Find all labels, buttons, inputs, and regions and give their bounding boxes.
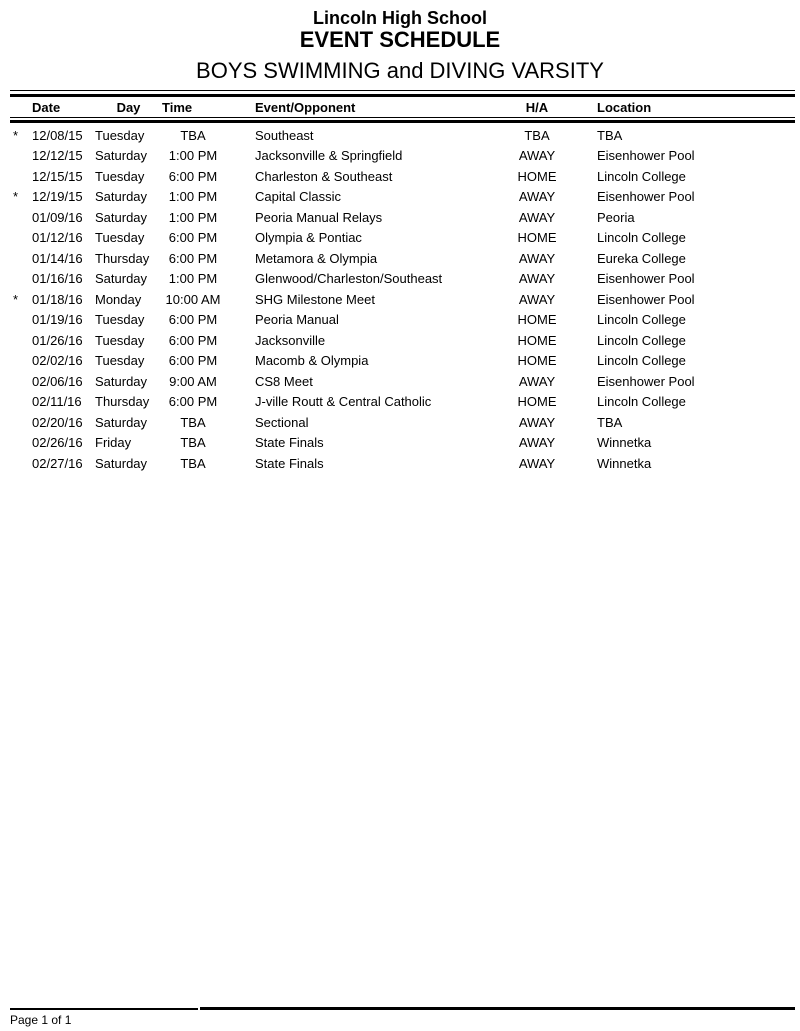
table-row: [10, 289, 795, 310]
document-header: [0, 0, 800, 83]
schedule-subtitle: BOYS SWIMMING and DIVING VARSITY: [196, 58, 604, 83]
row-event: Southeast: [255, 127, 314, 143]
row-date: 02/11/16: [32, 394, 82, 410]
row-time: TBA: [180, 455, 206, 471]
row-location: Lincoln College: [597, 230, 686, 246]
row-event: J-ville Routt & Central Catholic: [255, 394, 432, 410]
row-location: Lincoln College: [597, 394, 686, 410]
row-event: Peoria Manual: [255, 312, 339, 328]
table-row: [10, 166, 795, 187]
row-time: TBA: [180, 127, 206, 143]
column-header-day: Day: [116, 99, 141, 115]
row-day: Saturday: [95, 271, 148, 287]
row-time: 6:00 PM: [168, 394, 218, 410]
column-header-star: [10, 97, 32, 117]
header-row: [10, 97, 795, 117]
row-event: Jacksonville: [255, 332, 326, 348]
schedule-body: [10, 125, 795, 474]
row-date: 12/19/15: [32, 189, 83, 205]
row-date: 02/02/16: [32, 353, 83, 369]
row-home-away: HOME: [517, 394, 557, 410]
row-home-away: AWAY: [518, 209, 556, 225]
row-star-marker: [10, 330, 32, 351]
row-home-away: AWAY: [518, 189, 556, 205]
row-date: 01/16/16: [32, 271, 83, 287]
row-home-away: HOME: [517, 312, 557, 328]
row-star-marker: [10, 453, 32, 474]
row-star-marker: [10, 351, 32, 372]
column-header-time: Time: [162, 99, 193, 115]
table-row: [10, 207, 795, 228]
table-row: [10, 248, 795, 269]
row-star-marker: [10, 412, 32, 433]
row-location: Lincoln College: [597, 332, 686, 348]
row-star-marker: *: [13, 127, 19, 143]
row-location: Peoria: [597, 209, 635, 225]
row-date: 12/08/15: [32, 127, 83, 143]
row-home-away: AWAY: [518, 271, 556, 287]
row-location: Eisenhower Pool: [597, 148, 695, 164]
row-location: Eisenhower Pool: [597, 189, 695, 205]
row-date: 01/12/16: [32, 230, 83, 246]
footer-rule-left: [10, 1008, 198, 1010]
row-day: Tuesday: [95, 353, 145, 369]
row-day: Thursday: [95, 250, 150, 266]
row-location: Lincoln College: [597, 353, 686, 369]
page-footer: [10, 1007, 795, 1027]
row-event: Capital Classic: [255, 189, 341, 205]
row-event: Glenwood/Charleston/Southeast: [255, 271, 443, 287]
row-star-marker: [10, 310, 32, 331]
row-star-marker: *: [13, 291, 19, 307]
row-home-away: AWAY: [518, 250, 556, 266]
row-time: 1:00 PM: [168, 148, 218, 164]
row-date: 02/27/16: [32, 455, 83, 471]
table-row: [10, 269, 795, 290]
row-time: 6:00 PM: [168, 353, 218, 369]
row-date: 01/19/16: [32, 312, 83, 328]
row-event: Jacksonville & Springfield: [255, 148, 403, 164]
row-day: Thursday: [95, 394, 150, 410]
page-title: EVENT SCHEDULE: [299, 27, 501, 52]
row-date: 02/26/16: [32, 435, 83, 451]
row-home-away: AWAY: [518, 414, 556, 430]
column-header-location: Location: [597, 99, 652, 115]
row-star-marker: *: [13, 189, 19, 205]
footer-rule: [10, 1007, 795, 1010]
table-row: [10, 453, 795, 474]
row-home-away: HOME: [517, 230, 557, 246]
page-number: Page 1 of 1: [10, 1013, 72, 1027]
row-time: 1:00 PM: [168, 209, 218, 225]
row-star-marker: [10, 248, 32, 269]
column-header-ha: H/A: [525, 99, 549, 115]
row-home-away: AWAY: [518, 435, 556, 451]
row-event: CS8 Meet: [255, 373, 313, 389]
row-event: SHG Milestone Meet: [255, 291, 375, 307]
row-star-marker: [10, 146, 32, 167]
row-day: Saturday: [95, 373, 148, 389]
row-location: Winnetka: [597, 455, 652, 471]
schedule-body-table: [10, 125, 795, 474]
row-time: 10:00 AM: [165, 291, 221, 307]
table-row: [10, 125, 795, 146]
column-header-event: Event/Opponent: [255, 99, 356, 115]
row-star-marker: [10, 207, 32, 228]
row-time: 9:00 AM: [169, 373, 217, 389]
column-header-date: Date: [32, 99, 61, 115]
row-date: 12/15/15: [32, 168, 83, 184]
row-event: Charleston & Southeast: [255, 168, 393, 184]
row-event: State Finals: [255, 455, 324, 471]
row-home-away: HOME: [517, 353, 557, 369]
row-star-marker: [10, 433, 32, 454]
row-location: Eisenhower Pool: [597, 373, 695, 389]
table-row: [10, 351, 795, 372]
row-day: Saturday: [95, 189, 148, 205]
table-row: [10, 146, 795, 167]
row-date: 01/14/16: [32, 250, 83, 266]
row-time: 6:00 PM: [168, 312, 218, 328]
row-date: 01/26/16: [32, 332, 83, 348]
table-row: [10, 228, 795, 249]
row-event: Macomb & Olympia: [255, 353, 369, 369]
row-location: Winnetka: [597, 435, 652, 451]
row-home-away: AWAY: [518, 291, 556, 307]
row-day: Tuesday: [95, 312, 145, 328]
row-location: Eureka College: [597, 250, 686, 266]
table-row: [10, 392, 795, 413]
row-event: Olympia & Pontiac: [255, 230, 362, 246]
row-time: TBA: [180, 414, 206, 430]
row-event: Peoria Manual Relays: [255, 209, 383, 225]
row-date: 01/18/16: [32, 291, 83, 307]
row-day: Tuesday: [95, 230, 145, 246]
row-day: Tuesday: [95, 127, 145, 143]
table-row: [10, 371, 795, 392]
row-event: State Finals: [255, 435, 324, 451]
row-home-away: AWAY: [518, 455, 556, 471]
row-event: Sectional: [255, 414, 309, 430]
row-location: Eisenhower Pool: [597, 291, 695, 307]
row-location: Lincoln College: [597, 168, 686, 184]
row-home-away: HOME: [517, 168, 557, 184]
row-time: TBA: [180, 435, 206, 451]
row-date: 02/20/16: [32, 414, 83, 430]
row-home-away: AWAY: [518, 148, 556, 164]
row-day: Saturday: [95, 455, 148, 471]
schedule-table: [10, 90, 795, 474]
row-time: 6:00 PM: [168, 332, 218, 348]
footer-rule-right: [200, 1007, 795, 1010]
row-home-away: AWAY: [518, 373, 556, 389]
row-time: 6:00 PM: [168, 250, 218, 266]
table-row: [10, 433, 795, 454]
row-location: Lincoln College: [597, 312, 686, 328]
row-time: 1:00 PM: [168, 189, 218, 205]
row-day: Saturday: [95, 209, 148, 225]
table-row: [10, 330, 795, 351]
row-star-marker: [10, 392, 32, 413]
row-star-marker: [10, 228, 32, 249]
table-row: [10, 310, 795, 331]
row-star-marker: [10, 269, 32, 290]
row-time: 6:00 PM: [168, 230, 218, 246]
row-day: Tuesday: [95, 332, 145, 348]
row-day: Friday: [95, 435, 132, 451]
row-time: 6:00 PM: [168, 168, 218, 184]
row-location: Eisenhower Pool: [597, 271, 695, 287]
row-home-away: HOME: [517, 332, 557, 348]
row-day: Saturday: [95, 148, 148, 164]
row-day: Saturday: [95, 414, 148, 430]
table-row: [10, 187, 795, 208]
row-day: Monday: [95, 291, 142, 307]
schedule-header-table: [10, 97, 795, 117]
row-day: Tuesday: [95, 168, 145, 184]
school-name: Lincoln High School: [313, 8, 487, 28]
table-row: [10, 412, 795, 433]
row-home-away: TBA: [524, 127, 550, 143]
row-star-marker: [10, 371, 32, 392]
row-time: 1:00 PM: [168, 271, 218, 287]
row-date: 01/09/16: [32, 209, 83, 225]
row-location: TBA: [597, 127, 623, 143]
row-date: 12/12/15: [32, 148, 83, 164]
row-star-marker: [10, 166, 32, 187]
row-event: Metamora & Olympia: [255, 250, 378, 266]
row-date: 02/06/16: [32, 373, 83, 389]
row-location: TBA: [597, 414, 623, 430]
